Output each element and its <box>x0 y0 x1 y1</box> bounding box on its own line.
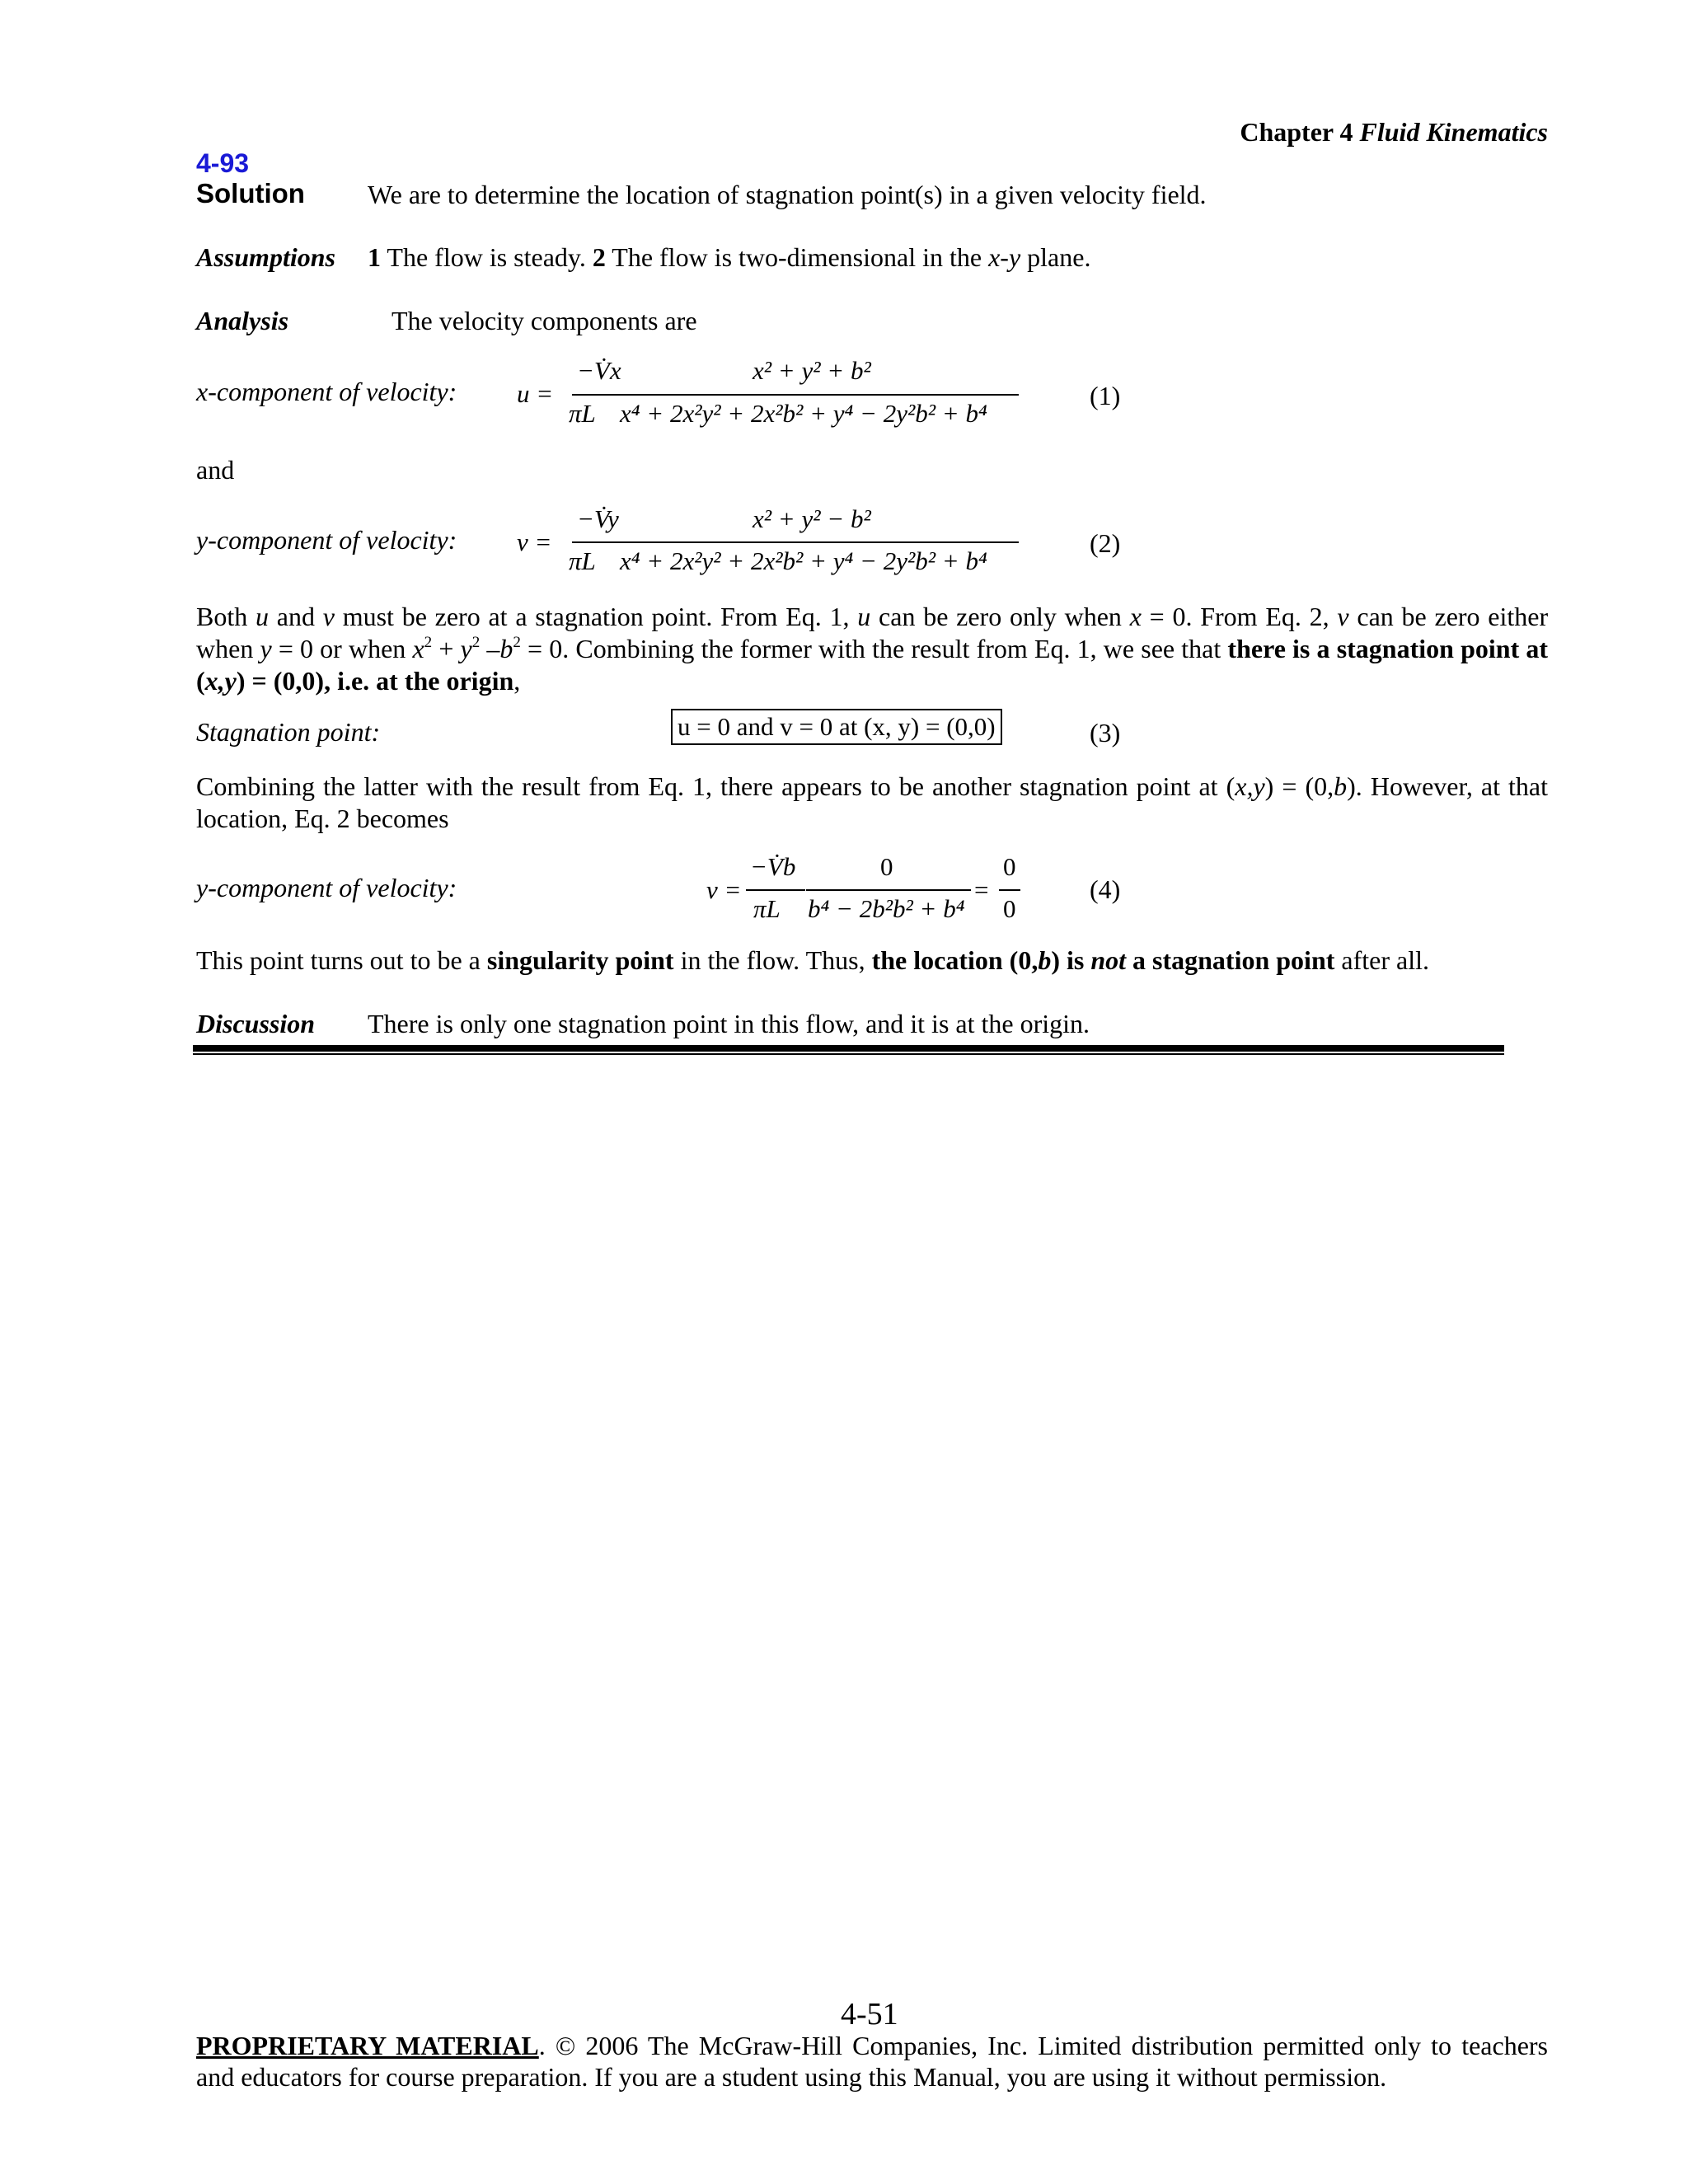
eq4-num3: 0 <box>1003 852 1016 881</box>
eq2-num2: x² + y² − b² <box>753 504 871 533</box>
footer-notice <box>196 2030 1548 2093</box>
eq2-lhs: v = <box>517 527 552 556</box>
eq4-tag: (4) <box>1090 874 1121 904</box>
eq1-frac-line-2 <box>617 394 1019 396</box>
assumption-2-text: The flow is two-dimensional in the <box>612 242 982 272</box>
and-text: and <box>196 455 235 485</box>
eq1-den2: x⁴ + 2x²y² + 2x²b² + y⁴ − 2y²b² + b⁴ <box>620 399 987 428</box>
eq3-label: Stagnation point: <box>196 717 381 747</box>
eq1-label: x-component of velocity: <box>196 377 457 406</box>
assumption-2-end: plane. <box>1027 242 1091 272</box>
solution-label: Solution <box>196 178 305 209</box>
eq2-label: y-component of velocity: <box>196 525 457 555</box>
paragraph-second-point: Combining the latter with the result from Eq. 1, there appears to be another stagnation point at (x,y) = (0,b). However, at that location, Eq. 2 becomes <box>196 771 1549 833</box>
footer-text: . © 2006 The McGraw-Hill Companies, Inc. Limited distribution permitted only to teachers and educators for course preparation. If you are a student using this Manual, you are using it without permission. <box>196 2031 1549 2092</box>
eq2-den1: πL <box>569 546 596 575</box>
eq2-num1: −V̇y <box>577 504 619 533</box>
assumption-1-number: 1 <box>368 242 381 272</box>
eq4-frac-line-1 <box>746 889 805 891</box>
solution-text: We are to determine the location of stagnation point(s) in a given velocity field. <box>368 180 1207 209</box>
chapter-title: Fluid Kinematics <box>1359 117 1548 147</box>
eq1-frac-line-1 <box>572 394 621 396</box>
eq1-num1: −V̇x <box>577 356 621 385</box>
eq2-den2: x⁴ + 2x²y² + 2x²b² + y⁴ − 2y²b² + b⁴ <box>620 546 987 575</box>
end-rule <box>193 1045 1504 1055</box>
assumptions-label: Assumptions <box>196 242 335 272</box>
eq1-den1: πL <box>569 399 596 428</box>
chapter-label: Chapter 4 <box>1240 117 1353 147</box>
running-header <box>1240 117 1548 148</box>
assumption-2-var: x-y <box>988 242 1021 272</box>
page-number: 4-51 <box>841 1997 898 2032</box>
eq4-label: y-component of velocity: <box>196 873 457 902</box>
eq4-num1: −V̇b <box>750 852 796 881</box>
eq3-tag: (3) <box>1090 718 1121 748</box>
proprietary-label: PROPRIETARY MATERIAL <box>196 2031 539 2060</box>
assumptions-text <box>368 242 1090 273</box>
eq1-tag: (1) <box>1090 381 1121 410</box>
eq2-frac-line-2 <box>617 541 1019 543</box>
discussion-label: Discussion <box>196 1009 316 1038</box>
assumption-1-text: The flow is steady. <box>387 242 586 272</box>
problem-number: 4-93 <box>196 148 250 178</box>
eq2-frac-line-1 <box>572 541 621 543</box>
paragraph-stagnation-analysis: Both u and v must be zero at a stagnation point. From Eq. 1, u can be zero only when x = 0. From Eq. 2, v can be zero either when y = 0 or when $x^2 + y^2$ $-b^2 = 0$. Combining the former with the result from Eq. 1, we see that there is a stagnation point at (x,y) = (0,0), i.e. at the origin, <box>196 602 1549 696</box>
stagnation-result-box: u = 0 and v = 0 at (x, y) = (0,0) <box>671 709 1002 745</box>
eq2-tag: (2) <box>1090 528 1121 558</box>
eq4-frac-line-2 <box>806 889 971 891</box>
analysis-text: The velocity components are <box>392 306 697 335</box>
analysis-label: Analysis <box>196 306 289 335</box>
eq4-den3: 0 <box>1003 894 1016 923</box>
eq4-equals: = <box>974 875 989 904</box>
paragraph-singularity: This point turns out to be a singularity point in the flow. Thus, the location (0,b) is not a stagnation point after all. <box>196 945 1429 975</box>
assumption-2-number: 2 <box>592 242 606 272</box>
eq1-num2: x² + y² + b² <box>753 356 871 385</box>
discussion-text: There is only one stagnation point in this flow, and it is at the origin. <box>368 1009 1090 1038</box>
eq4-num2: 0 <box>880 852 893 881</box>
eq4-den2: b⁴ − 2b²b² + b⁴ <box>808 894 965 923</box>
eq1-lhs: u = <box>517 379 554 408</box>
eq4-frac-line-3 <box>999 889 1020 891</box>
eq4-den1: πL <box>753 894 781 923</box>
eq4-lhs: v = <box>706 875 742 904</box>
